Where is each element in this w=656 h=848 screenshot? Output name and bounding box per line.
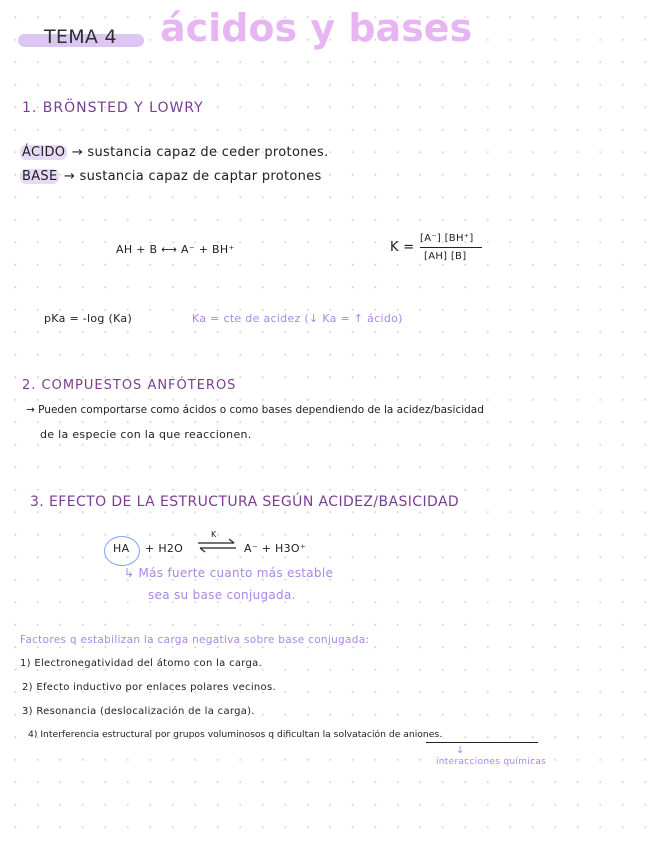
factor-1: 1) Electronegatividad del átomo con la carga. bbox=[20, 658, 263, 669]
species-ha: HA bbox=[113, 542, 130, 555]
strength-note-line-2: sea su base conjugada. bbox=[148, 588, 296, 602]
base-definition bbox=[20, 169, 322, 184]
base-term: BASE bbox=[22, 169, 58, 184]
equation-products: A⁻ + H3O⁺ bbox=[244, 542, 306, 555]
factor-3: 3) Resonancia (deslocalización de la carga). bbox=[22, 706, 255, 717]
equilibrium-arrow-icon bbox=[196, 535, 238, 553]
strength-note-line-1: ↳ Más fuerte cuanto más estable bbox=[124, 566, 334, 580]
section-1-heading: 1. BRÖNSTED Y LOWRY bbox=[22, 100, 204, 116]
page-title: ácidos y bases bbox=[160, 6, 473, 50]
base-def-text: → sustancia capaz de captar protones bbox=[63, 169, 322, 184]
acid-def-text: → sustancia capaz de ceder protones. bbox=[71, 145, 329, 160]
equation-h2o: + H2O bbox=[145, 542, 184, 555]
acid-term: ÁCIDO bbox=[22, 145, 66, 160]
fraction-line bbox=[420, 247, 482, 248]
equilibrium-k: K bbox=[211, 530, 217, 539]
k-denominator: [AH] [B] bbox=[424, 251, 467, 262]
factors-heading: Factores q estabilizan la carga negativa sobre base conjugada: bbox=[20, 634, 370, 646]
section-2-line-1: → Pueden comportarse como ácidos o como bases dependiendo de la acidez/basicidad bbox=[26, 404, 484, 416]
section-2-heading: 2. COMPUESTOS ANFÓTEROS bbox=[22, 378, 237, 393]
k-label: K = bbox=[390, 240, 415, 255]
k-numerator: [A⁻] [BH⁺] bbox=[420, 233, 474, 244]
pka-formula: pKa = -log (Ka) bbox=[44, 312, 133, 325]
acid-definition bbox=[20, 145, 329, 160]
factor-2: 2) Efecto inductivo por enlaces polares vecinos. bbox=[22, 682, 276, 693]
section-3-heading: 3. EFECTO DE LA ESTRUCTURA SEGÚN ACIDEZ/BASICIDAD bbox=[30, 494, 460, 510]
arrow-down-icon: ↓ bbox=[456, 745, 465, 756]
ka-note: Ka = cte de acidez (↓ Ka = ↑ ácido) bbox=[192, 312, 403, 325]
factor-4-note: interacciones químicas bbox=[436, 757, 547, 767]
factor-4: 4) Interferencia estructural por grupos voluminosos q dificultan la solvatación de aniones. bbox=[28, 729, 443, 740]
acid-base-equation: AH + B ⟷ A⁻ + BH⁺ bbox=[116, 243, 235, 256]
solvation-underline bbox=[426, 742, 538, 743]
section-2-line-2: de la especie con la que reaccionen. bbox=[40, 428, 252, 441]
tema-label: TEMA 4 bbox=[44, 26, 117, 48]
